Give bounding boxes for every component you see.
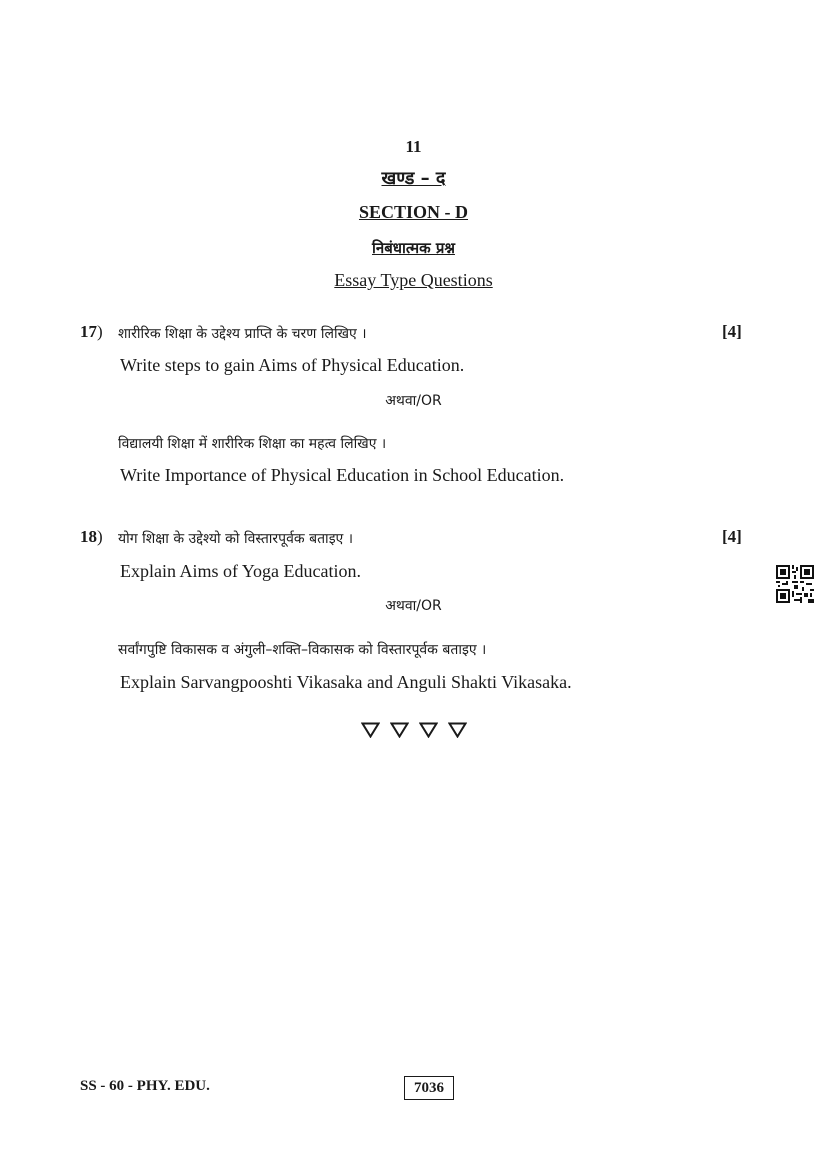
or-separator: अथवा/OR — [385, 598, 442, 614]
down-triangle-icon — [448, 722, 467, 738]
paper-box-code: 7036 — [404, 1076, 454, 1100]
question-number: 18) — [80, 527, 103, 546]
question-text-hindi: शारीरिक शिक्षा के उद्देश्य प्राप्ति के चरण लिखिए । — [118, 326, 367, 342]
alt-question-text-english: Write Importance of Physical Education in School Education. — [120, 465, 565, 485]
qr-code-icon — [776, 565, 814, 603]
question-marks: [4] — [722, 527, 742, 546]
alt-question-text-hindi: सर्वांगपुष्टि विकासक व अंगुली–शक्ति–विकासक को विस्तारपूर्वक बताइए । — [118, 642, 487, 658]
question-number: 17) — [80, 322, 103, 341]
page-number: 11 — [405, 137, 422, 156]
end-marker — [0, 722, 827, 743]
paper-code: SS - 60 - PHY. EDU. — [80, 1078, 210, 1094]
down-triangle-icon — [390, 722, 409, 738]
alt-question-text-english: Explain Sarvangpooshti Vikasaka and Anguli Shakti Vikasaka. — [120, 672, 572, 692]
down-triangle-icon — [419, 722, 438, 738]
question-text-english: Write steps to gain Aims of Physical Education. — [120, 355, 465, 375]
question-type-english: Essay Type Questions — [334, 270, 493, 290]
or-separator: अथवा/OR — [385, 393, 442, 409]
question-marks: [4] — [722, 322, 742, 341]
section-title-english: SECTION - D — [358, 202, 469, 222]
down-triangle-icon — [361, 722, 380, 738]
question-type-hindi: निबंधात्मक प्रश्न — [372, 239, 455, 257]
question-text-hindi: योग शिक्षा के उद्देश्यो को विस्तारपूर्वक बताइए । — [118, 531, 354, 547]
question-text-english: Explain Aims of Yoga Education. — [120, 561, 361, 581]
section-title-hindi: खण्ड – द — [381, 168, 446, 189]
alt-question-text-hindi: विद्यालयी शिक्षा में शारीरिक शिक्षा का महत्व लिखिए । — [118, 436, 387, 452]
